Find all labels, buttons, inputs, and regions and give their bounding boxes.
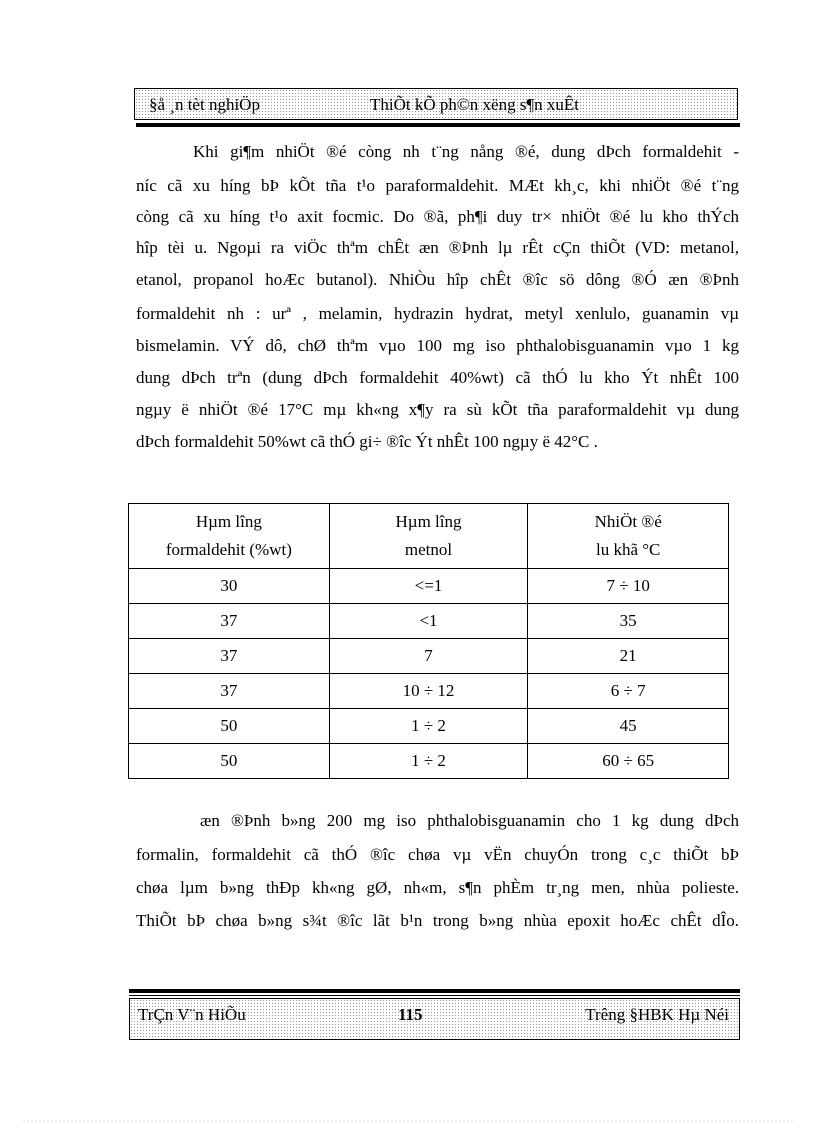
header-rule xyxy=(136,123,740,127)
table-row xyxy=(129,674,729,709)
header-methanol-content: Hµm lîng metnol xyxy=(329,504,528,569)
cell-methanol: 10 ÷ 12 xyxy=(329,674,528,709)
paragraph-line: formalin, formaldehit cã thÓ ®îc chøa vµ vËn chuyÓn trong c¸c thiÕt bÞ xyxy=(136,845,739,864)
footer-rule xyxy=(129,989,740,993)
cell-temperature: 6 ÷ 7 xyxy=(528,674,729,709)
table-row xyxy=(129,639,729,674)
header-document-title: ThiÕt kÕ ph©n xëng s¶n xuÊt xyxy=(370,95,580,114)
cell-formaldehyde: 30 xyxy=(129,569,330,604)
cell-temperature: 35 xyxy=(528,604,729,639)
cell-temperature: 45 xyxy=(528,709,729,744)
footer-rule-thin xyxy=(129,995,740,996)
header-document-type: §å ¸n tèt nghiÖp xyxy=(149,95,260,114)
cell-temperature: 21 xyxy=(528,639,729,674)
paragraph-line: formaldehit nh : urª , melamin, hydrazin hydrat, metyl xenlulo, guanamin vµ xyxy=(136,304,739,323)
paragraph-line: Khi gi¶m nhiÖt ®é còng nh t¨ng nång ®é, dung dÞch formaldehit - xyxy=(193,142,739,161)
table-row xyxy=(129,569,729,604)
paragraph-line: chøa lµm b»ng thÐp kh«ng gØ, nh«m, s¶n phÈm tr¸ng men, nhùa polieste. xyxy=(136,878,739,897)
cell-methanol: <=1 xyxy=(329,569,528,604)
cell-formaldehyde: 37 xyxy=(129,604,330,639)
bottom-dotted-border xyxy=(22,1120,794,1122)
paragraph-line: níc cã xu híng bÞ kÕt tña t¹o paraformaldehit. MÆt kh¸c, khi nhiÖt ®é t¨ng xyxy=(136,176,739,195)
cell-methanol: <1 xyxy=(329,604,528,639)
header-storage-temperature: NhiÖt ®é lu khã °C xyxy=(528,504,729,569)
cell-temperature: 60 ÷ 65 xyxy=(528,744,729,779)
cell-temperature: 7 ÷ 10 xyxy=(528,569,729,604)
paragraph-line: bismelamin. VÝ dô, chØ thªm vµo 100 mg iso phthalobisguanamin vµo 1 kg xyxy=(136,336,739,355)
page-number: 115 xyxy=(398,1005,423,1024)
paragraph-line: còng cã xu híng t¹o axit focmic. Do ®ã, ph¶i duy tr× nhiÖt ®é lu kho thÝch xyxy=(136,207,739,226)
paragraph-line: ThiÕt bÞ chøa b»ng s¾t ®îc lãt b¹n trong b»ng nhùa epoxit hoÆc chÊt dÎo. xyxy=(136,911,739,930)
table-row xyxy=(129,604,729,639)
cell-methanol: 1 ÷ 2 xyxy=(329,709,528,744)
cell-formaldehyde: 37 xyxy=(129,639,330,674)
table-row xyxy=(129,709,729,744)
footer-author: TrÇn V¨n HiÕu xyxy=(138,1005,246,1024)
header-formaldehyde-content: Hµm lîng formaldehit (%wt) xyxy=(129,504,330,569)
paragraph-line: etanol, propanol hoÆc butanol). NhiÒu hîp chÊt ®îc sö dông ®Ó æn ®Þnh xyxy=(136,270,739,289)
paragraph-line: hîp tèi u. Ngoµi ra viÖc thªm chÊt æn ®Þnh lµ rÊt cÇn thiÕt (VD: metanol, xyxy=(136,238,739,257)
paragraph-line: dÞch formaldehit 50%wt cã thÓ gi÷ ®îc Ýt nhÊt 100 ngµy ë 42°C . xyxy=(136,432,598,451)
page-footer xyxy=(129,998,740,1040)
table-header-row xyxy=(129,504,729,569)
cell-formaldehyde: 50 xyxy=(129,744,330,779)
cell-formaldehyde: 37 xyxy=(129,674,330,709)
table-row xyxy=(129,744,729,779)
paragraph-line: æn ®Þnh b»ng 200 mg iso phthalobisguanamin cho 1 kg dung dÞch xyxy=(200,811,739,830)
cell-methanol: 7 xyxy=(329,639,528,674)
paragraph-line: dung dÞch trªn (dung dÞch formaldehit 40%wt) cã thÓ lu kho Ýt nhÊt 100 xyxy=(136,368,739,387)
cell-formaldehyde: 50 xyxy=(129,709,330,744)
cell-methanol: 1 ÷ 2 xyxy=(329,744,528,779)
page-header xyxy=(134,88,738,120)
formaldehyde-storage-table xyxy=(128,503,729,779)
paragraph-line: ngµy ë nhiÖt ®é 17°C mµ kh«ng x¶y ra sù kÕt tña paraformaldehit vµ dung xyxy=(136,400,739,419)
footer-school: Trêng §HBK Hµ Néi xyxy=(585,1005,729,1024)
